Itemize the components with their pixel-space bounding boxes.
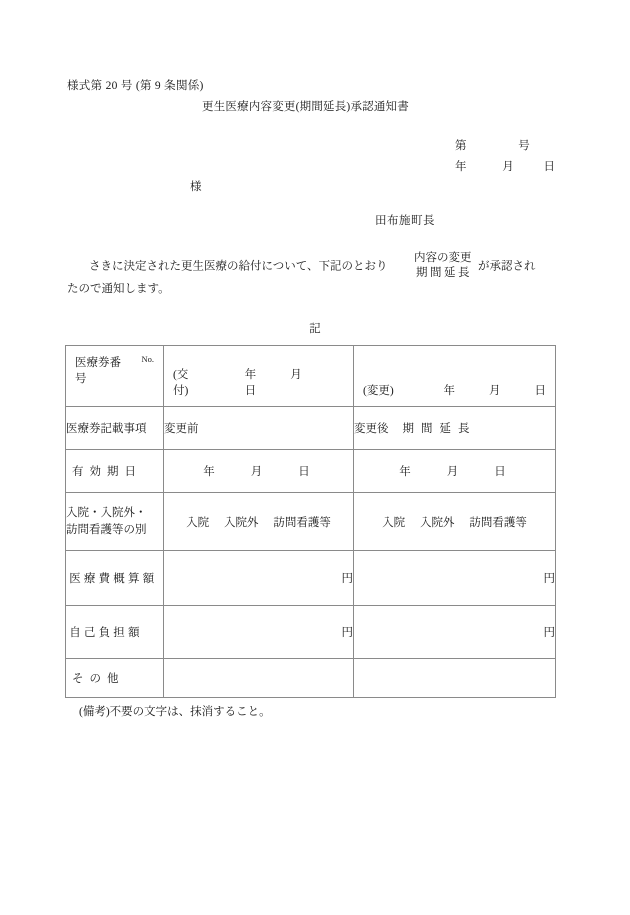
label-ticket-entries: 医療券記載事項 (66, 407, 164, 450)
change-year: 年 (443, 385, 455, 397)
entries-before-value[interactable]: 変更前 (164, 407, 354, 450)
issuer-name: 田布施町長 (375, 215, 435, 227)
table-row-estimated-cost (66, 551, 556, 606)
issue-year: 年 (244, 369, 257, 381)
label-estimated-cost: 医療費概算額 (66, 551, 164, 606)
row1-col-before[interactable] (164, 346, 354, 407)
change-label: (変更) (363, 385, 394, 397)
document-date-line (455, 162, 555, 174)
validity-before-year: 年 (203, 466, 215, 478)
care-type-after-choices[interactable] (354, 493, 556, 551)
choice-option-content-change: 内容の変更 (414, 252, 472, 264)
other-before-value[interactable] (164, 659, 354, 698)
other-after-value[interactable] (354, 659, 556, 698)
remark-note: (備考)不要の文字は、抹消すること。 (79, 706, 271, 718)
table-row-other (66, 659, 556, 698)
label-care-type (66, 493, 164, 551)
document-date-month: 月 (502, 161, 514, 173)
body-line1-text: さきに決定された更生医療の給付について、下記のとおり (89, 260, 388, 273)
label-validity-date: 有効期日 (66, 450, 164, 493)
document-date-year: 年 (455, 161, 467, 173)
recipient-honorific: 様 (190, 181, 202, 193)
entries-after-value[interactable] (354, 407, 556, 450)
validity-after-day: 日 (494, 466, 506, 478)
document-number-line (455, 141, 530, 153)
change-date-ymd (444, 382, 547, 398)
label-medical-ticket-number: 医療券番号 (75, 357, 121, 385)
table-row-care-type (66, 493, 556, 551)
estimated-cost-before-value[interactable]: 円 (164, 551, 354, 606)
label-inner (66, 346, 163, 406)
table-row-validity-date (66, 450, 556, 493)
issue-day: 日 (244, 385, 257, 397)
change-day: 日 (534, 385, 546, 397)
form-number: 様式第 20 号 (第 9 条関係) (67, 80, 204, 92)
care-choice-outpatient-after[interactable]: 入院外 (420, 516, 455, 529)
care-choice-inpatient-before[interactable]: 入院 (186, 516, 210, 529)
validity-before-day: 日 (298, 466, 310, 478)
care-type-before-choices[interactable] (164, 493, 354, 551)
after-label: 変更後 (354, 423, 389, 435)
body-line-2: たので通知します。 (67, 283, 170, 295)
self-payment-before-value[interactable]: 円 (164, 606, 354, 659)
change-type-choice (414, 251, 473, 280)
document-number-prefix: 第 (455, 140, 467, 152)
issue-date-field[interactable] (164, 346, 353, 406)
validity-after-year: 年 (399, 466, 411, 478)
body-paragraph (67, 252, 567, 296)
issue-month: 月 (290, 369, 302, 381)
care-choice-outpatient-before[interactable]: 入院外 (224, 516, 259, 529)
issue-date-ymd (245, 366, 344, 398)
table-row-self-payment (66, 606, 556, 659)
choice-option-period-extension: 期間延長 (416, 266, 473, 279)
numero-sign: No. (141, 354, 154, 364)
after-value: 期間延長 (402, 423, 477, 435)
validity-before-month: 月 (250, 466, 263, 478)
estimated-cost-after-value[interactable]: 円 (354, 551, 556, 606)
form-table (65, 345, 556, 698)
document-date-day: 日 (543, 161, 555, 173)
label-care-type-line1: 入院・入院外・ (66, 506, 147, 519)
table-row-medical-ticket-number (66, 346, 556, 407)
table-row-ticket-entries (66, 407, 556, 450)
change-date-field[interactable] (354, 346, 555, 406)
care-choice-inpatient-after[interactable]: 入院 (382, 516, 406, 529)
self-payment-after-value[interactable]: 円 (354, 606, 556, 659)
change-month: 月 (489, 385, 501, 397)
body-line1-tail: が承認され (478, 260, 536, 273)
document-number-suffix: 号 (518, 140, 530, 152)
validity-after-value[interactable] (354, 450, 556, 493)
validity-after-month: 月 (446, 466, 459, 478)
label-other: その他 (66, 659, 164, 698)
ki-marker: 記 (309, 323, 321, 335)
issue-label: (交付) (173, 369, 189, 397)
validity-before-value[interactable] (164, 450, 354, 493)
label-self-payment: 自己負担額 (66, 606, 164, 659)
row1-col-after[interactable] (354, 346, 556, 407)
row-label-cell (66, 346, 164, 407)
document-title: 更生医療内容変更(期間延長)承認通知書 (202, 101, 409, 113)
care-choice-homenursing-before[interactable]: 訪問看護等 (273, 516, 331, 529)
care-choice-homenursing-after[interactable]: 訪問看護等 (469, 516, 527, 529)
label-care-type-line2: 訪問看護等の別 (66, 523, 147, 536)
body-line-1 (67, 252, 567, 282)
